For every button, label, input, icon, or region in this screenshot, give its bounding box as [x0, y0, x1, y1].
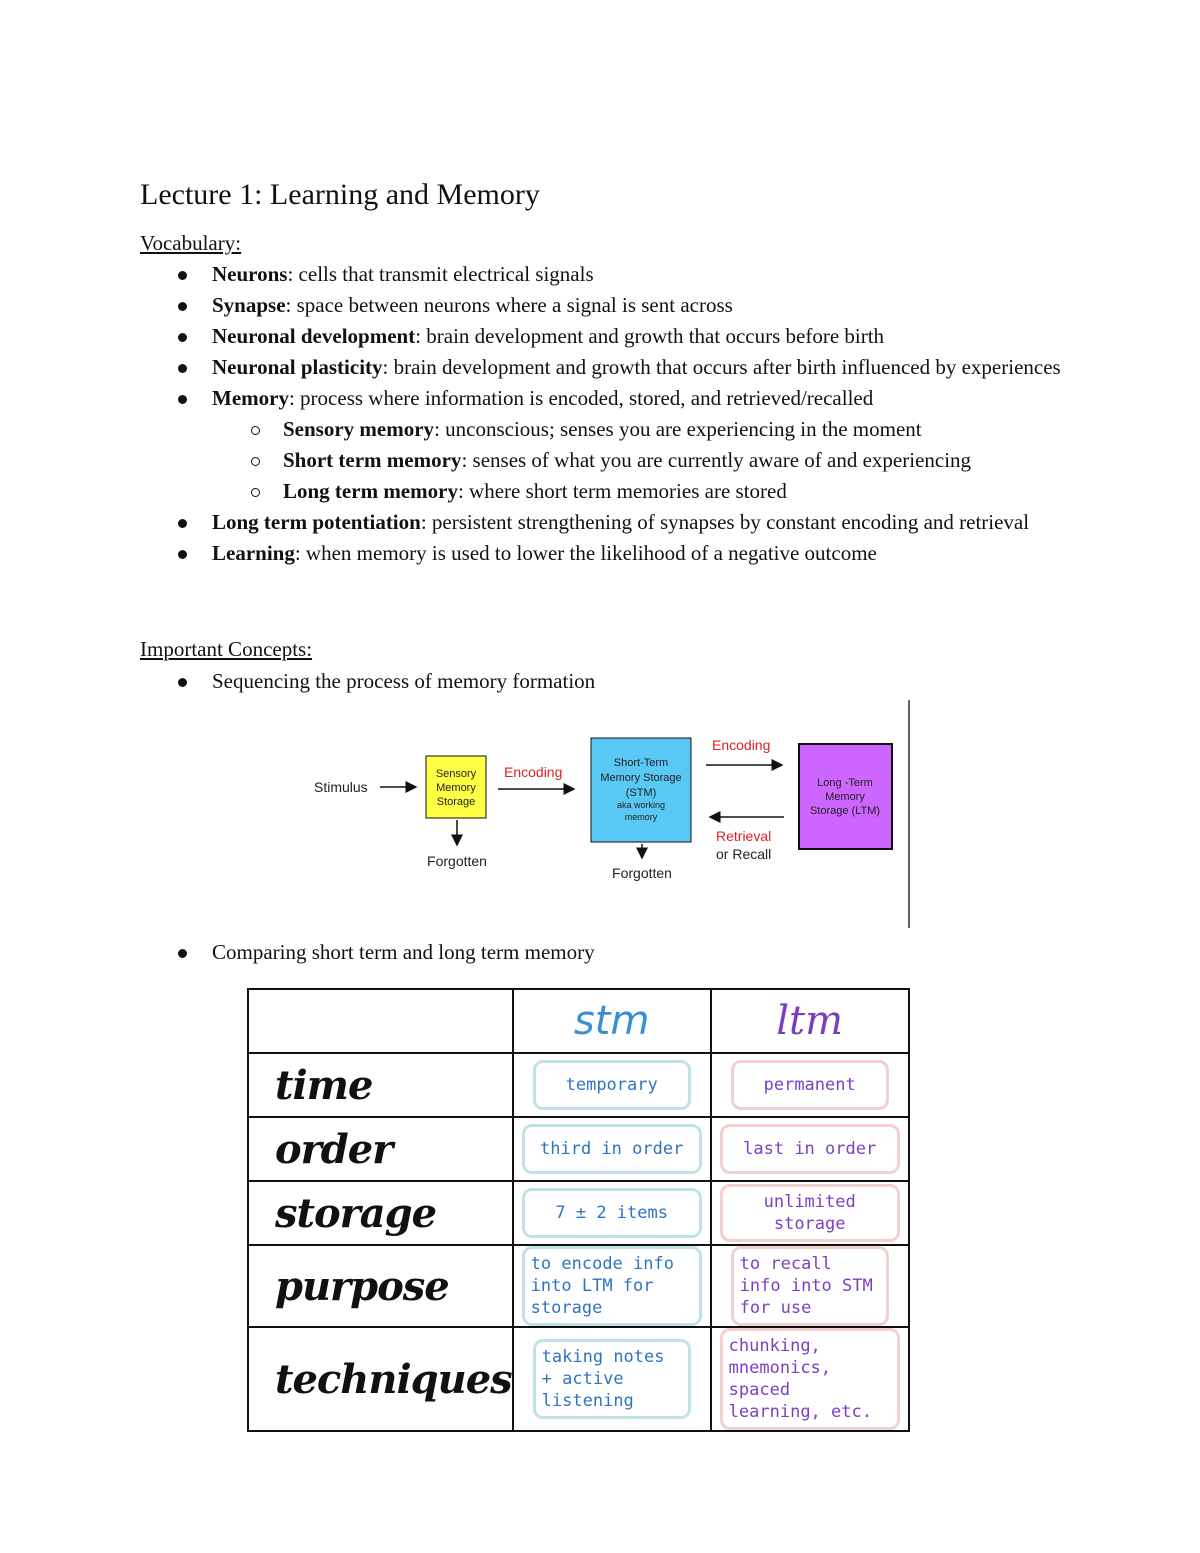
table-cell — [711, 1327, 909, 1431]
ltm-value: to recall info into STM for use — [731, 1246, 889, 1326]
ltm-box-line: Long -Term — [817, 777, 873, 789]
retrieval-label: Retrieval — [716, 828, 772, 844]
hollow-bullet-icon — [251, 457, 260, 466]
bullet-icon — [178, 271, 187, 280]
table-cell-empty — [248, 989, 513, 1053]
stm-box-line: Short-Term — [613, 757, 669, 769]
bullet-icon — [178, 302, 187, 311]
concept-text: Sequencing the process of memory formation — [212, 669, 596, 693]
stm-ltm-comparison-table — [247, 988, 910, 1432]
vocab-term: Neuronal plasticity — [212, 355, 383, 379]
vocab-term: Memory — [212, 386, 289, 410]
ltm-value: unlimited storage — [720, 1184, 900, 1242]
table-cell — [513, 1327, 711, 1431]
page-title: Lecture 1: Learning and Memory — [140, 178, 540, 211]
ltm-value: last in order — [720, 1124, 900, 1174]
list-item — [140, 321, 1070, 352]
row-label: storage — [248, 1181, 513, 1245]
stm-value: 7 ± 2 items — [522, 1188, 702, 1238]
stm-value: third in order — [522, 1124, 702, 1174]
vocab-definition: : where short term memories are stored — [457, 479, 787, 503]
list-item — [140, 538, 1070, 569]
bullet-icon — [178, 550, 187, 559]
table-cell — [711, 1245, 909, 1327]
sensory-box-line: Sensory — [435, 768, 477, 780]
forgotten-label-1: Forgotten — [427, 853, 487, 869]
concepts-list-2 — [140, 937, 1070, 968]
vocab-term: Short term memory — [283, 448, 462, 472]
stm-value: taking notes + active listening — [533, 1339, 691, 1419]
ltm-box-line: Storage (LTM) — [809, 805, 881, 817]
table-cell — [711, 1181, 909, 1245]
vocab-term: Long term memory — [283, 479, 458, 503]
table-row — [248, 1117, 909, 1181]
forgotten-label-2: Forgotten — [612, 865, 672, 881]
stm-value: temporary — [533, 1060, 691, 1110]
bullet-icon — [178, 949, 187, 958]
stm-box-line: Memory Storage — [600, 772, 682, 784]
memory-formation-diagram — [300, 700, 920, 930]
list-item — [140, 666, 1070, 697]
vocab-definition: : when memory is used to lower the likelihood of a negative outcome — [294, 541, 877, 565]
list-item — [140, 259, 1070, 290]
row-label: techniques — [248, 1327, 513, 1431]
table-row — [248, 1053, 909, 1117]
list-item — [140, 290, 1070, 321]
vocabulary-list — [140, 259, 1070, 569]
table-cell — [513, 1117, 711, 1181]
stm-box-line: (STM) — [625, 787, 657, 799]
vocab-definition: : brain development and growth that occurs before birth — [415, 324, 885, 348]
bullet-icon — [178, 395, 187, 404]
ltm-box-line: Memory — [825, 791, 865, 803]
encoding-label-1: Encoding — [504, 764, 563, 780]
table-cell — [513, 1245, 711, 1327]
bullet-icon — [178, 678, 187, 687]
stm-header-text: stm — [573, 998, 650, 1044]
row-label: order — [248, 1117, 513, 1181]
ltm-value: chunking, mnemonics, spaced learning, etc. — [720, 1328, 900, 1430]
sensory-box-line: Storage — [436, 796, 476, 808]
list-item — [140, 445, 1070, 476]
stm-value: to encode info into LTM for storage — [522, 1246, 702, 1326]
table-cell — [711, 1117, 909, 1181]
vocabulary-heading: Vocabulary: — [140, 231, 242, 255]
concept-text: Comparing short term and long term memory — [212, 940, 595, 964]
hollow-bullet-icon — [251, 426, 260, 435]
bullet-icon — [178, 519, 187, 528]
list-item — [140, 476, 1070, 507]
vocab-term: Neuronal development — [212, 324, 416, 348]
encoding-label-2: Encoding — [712, 737, 771, 753]
list-item — [140, 352, 1070, 383]
bullet-icon — [178, 333, 187, 342]
table-cell — [711, 1053, 909, 1117]
important-concepts-heading: Important Concepts: — [140, 637, 313, 661]
table-row — [248, 989, 909, 1053]
vocab-definition: : space between neurons where a signal is sent across — [285, 293, 733, 317]
vocab-definition: : senses of what you are currently aware of and experiencing — [461, 448, 972, 472]
vocab-term: Long term potentiation — [212, 510, 421, 534]
bullet-icon — [178, 364, 187, 373]
stm-box-line: aka working — [616, 800, 666, 810]
table-cell — [513, 1181, 711, 1245]
hollow-bullet-icon — [251, 488, 260, 497]
vocab-term: Sensory memory — [283, 417, 435, 441]
table-cell — [513, 1053, 711, 1117]
vocab-definition: : process where information is encoded, stored, and retrieved/recalled — [288, 386, 874, 410]
stimulus-label: Stimulus — [314, 779, 368, 795]
vocab-term: Learning — [212, 541, 295, 565]
vocab-definition: : cells that transmit electrical signals — [287, 262, 594, 286]
table-header-stm — [513, 989, 711, 1053]
ltm-value: permanent — [731, 1060, 889, 1110]
stm-box-line: memory — [624, 812, 658, 822]
list-item — [140, 383, 1070, 414]
list-item — [140, 414, 1070, 445]
table-row — [248, 1327, 909, 1431]
list-item — [140, 937, 1070, 968]
list-item — [140, 507, 1070, 538]
row-label: time — [248, 1053, 513, 1117]
concepts-list-1 — [140, 666, 1070, 697]
table-header-ltm — [711, 989, 909, 1053]
vocab-definition: : unconscious; senses you are experiencing in the moment — [434, 417, 922, 441]
vocab-term: Neurons — [212, 262, 288, 286]
ltm-header-text: ltm — [776, 998, 844, 1044]
or-recall-label: or Recall — [716, 846, 772, 862]
vocab-definition: : brain development and growth that occurs after birth influenced by experiences — [382, 355, 1061, 379]
table-row — [248, 1181, 909, 1245]
row-label: purpose — [248, 1245, 513, 1327]
vocab-definition: : persistent strengthening of synapses by constant encoding and retrieval — [420, 510, 1030, 534]
table-row — [248, 1245, 909, 1327]
vocab-term: Synapse — [212, 293, 286, 317]
sensory-box-line: Memory — [436, 782, 476, 794]
